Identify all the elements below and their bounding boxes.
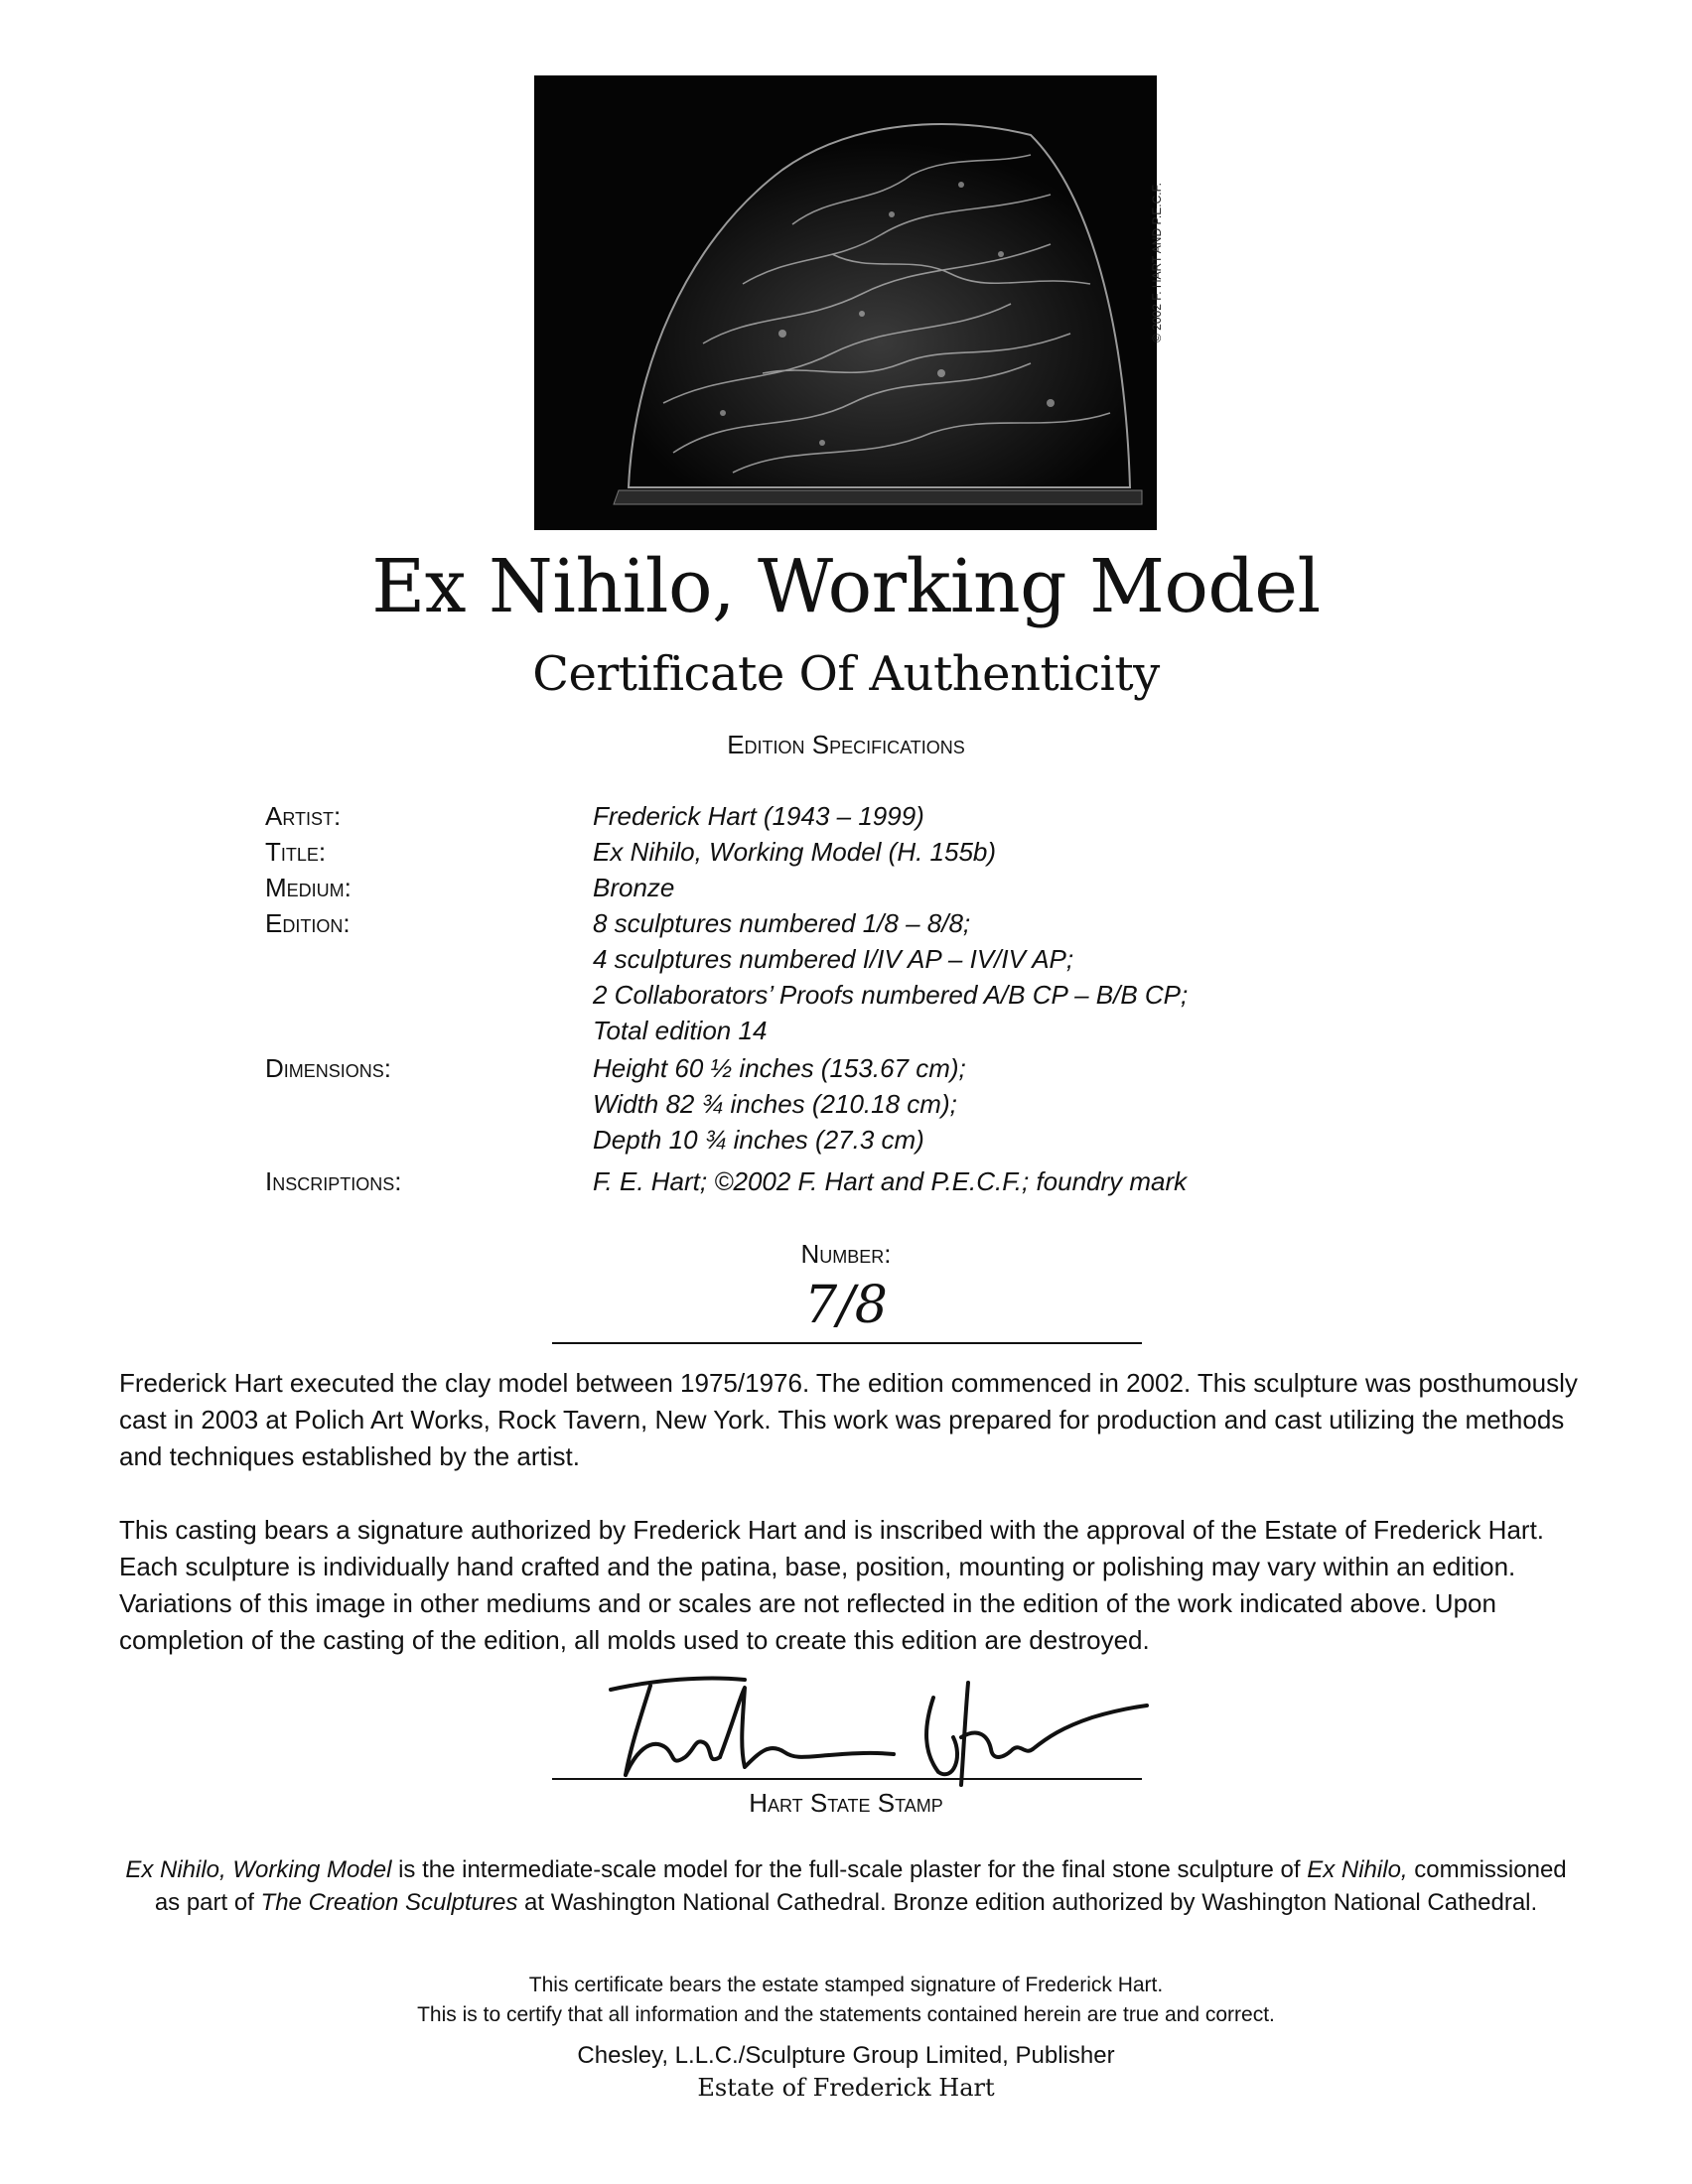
medium-label: Medium: [265,873,352,902]
signature-stamp-label: Hart State Stamp [749,1788,943,1818]
dimensions-label: Dimensions: [265,1053,392,1083]
inscriptions-value: F. E. Hart; ©2002 F. Hart and P.E.C.F.; foundry mark [593,1166,1188,1196]
certification-line: This is to certify that all information and the statements contained herein are true and correct. [417,2003,1275,2026]
publisher-name: Chesley, L.L.C./Sculpture Group Limited, Publisher [577,2042,1115,2069]
note-title-italic: Ex Nihilo, Working Model [125,1856,392,1883]
edition-value [593,905,1188,1048]
edition-line: 2 Collaborators’ Proofs numbered A/B CP – B/B CP; [593,980,1189,1010]
certification-statement [0,1971,1692,2030]
sculpture-relief-icon [534,75,1157,530]
title-label: Title: [265,837,327,867]
note-text: is the intermediate-scale model for the full-scale plaster for the final stone sculpture of [391,1856,1308,1883]
number-underline [552,1342,1142,1344]
note-text: at Washington National Cathedral. Bronze edition authorized by Washington National Cathedral. [517,1889,1538,1916]
photo-copyright: © 2002 F. HART AND P.E.C.F. [1150,183,1164,342]
inscriptions-label: Inscriptions: [265,1166,402,1196]
document-title: Ex Nihilo, Working Model [371,544,1321,629]
paragraph-history: Frederick Hart executed the clay model between 1975/1976. The edition commenced in 2002. This sculpture was posthumously cast in 2003 at Polich Art Works, Rock Tavern, New York. This work was prepared for production and cast utilizing the methods and techniques established by the artist. [119,1368,1578,1471]
edition-specifications-heading: Edition Specifications [727,730,965,759]
edition-line: Total edition 14 [593,1016,768,1045]
note-text: commissioned as part of [154,1856,1567,1916]
edition-number: 7/8 [804,1276,888,1335]
dimension-line: Depth 10 ¾ inches (27.3 cm) [593,1125,924,1155]
dimensions-value [593,1050,966,1158]
cathedral-note [119,1853,1573,1919]
edition-line: 4 sculptures numbered I/IV AP – IV/IV AP; [593,944,1074,974]
certification-line: This certificate bears the estate stamped signature of Frederick Hart. [528,1974,1164,1996]
edition-label: Edition: [265,908,351,938]
title-value: Ex Nihilo, Working Model (H. 155b) [593,837,997,867]
edition-line: 8 sculptures numbered 1/8 – 8/8; [593,908,971,938]
note-series-italic: The Creation Sculptures [260,1889,518,1916]
artist-label: Artist: [265,801,342,831]
document-subtitle: Certificate Of Authenticity [532,646,1160,702]
signature-line [552,1778,1142,1780]
paragraph-authorization: This casting bears a signature authorized by Frederick Hart and is inscribed with the approval of the Estate of Frederick Hart. Each sculpture is individually hand crafted and the patina, base, position, mounting or polishing may vary within an edition. Variations of this image in other mediums and or scales are not reflected in the edition of the work indicated above. Upon completion of the casting of the edition, all molds used to create this edition are destroyed. [119,1515,1545,1655]
dimension-line: Height 60 ½ inches (153.67 cm); [593,1053,966,1083]
sculpture-photo [534,75,1157,530]
handwritten-signature-icon [596,1658,1152,1787]
estate-name: Estate of Frederick Hart [697,2074,995,2102]
number-label: Number: [800,1239,892,1269]
medium-value: Bronze [593,873,675,902]
dimension-line: Width 82 ¾ inches (210.18 cm); [593,1089,957,1119]
artist-value: Frederick Hart (1943 – 1999) [593,801,924,831]
note-title2-italic: Ex Nihilo, [1307,1856,1408,1883]
